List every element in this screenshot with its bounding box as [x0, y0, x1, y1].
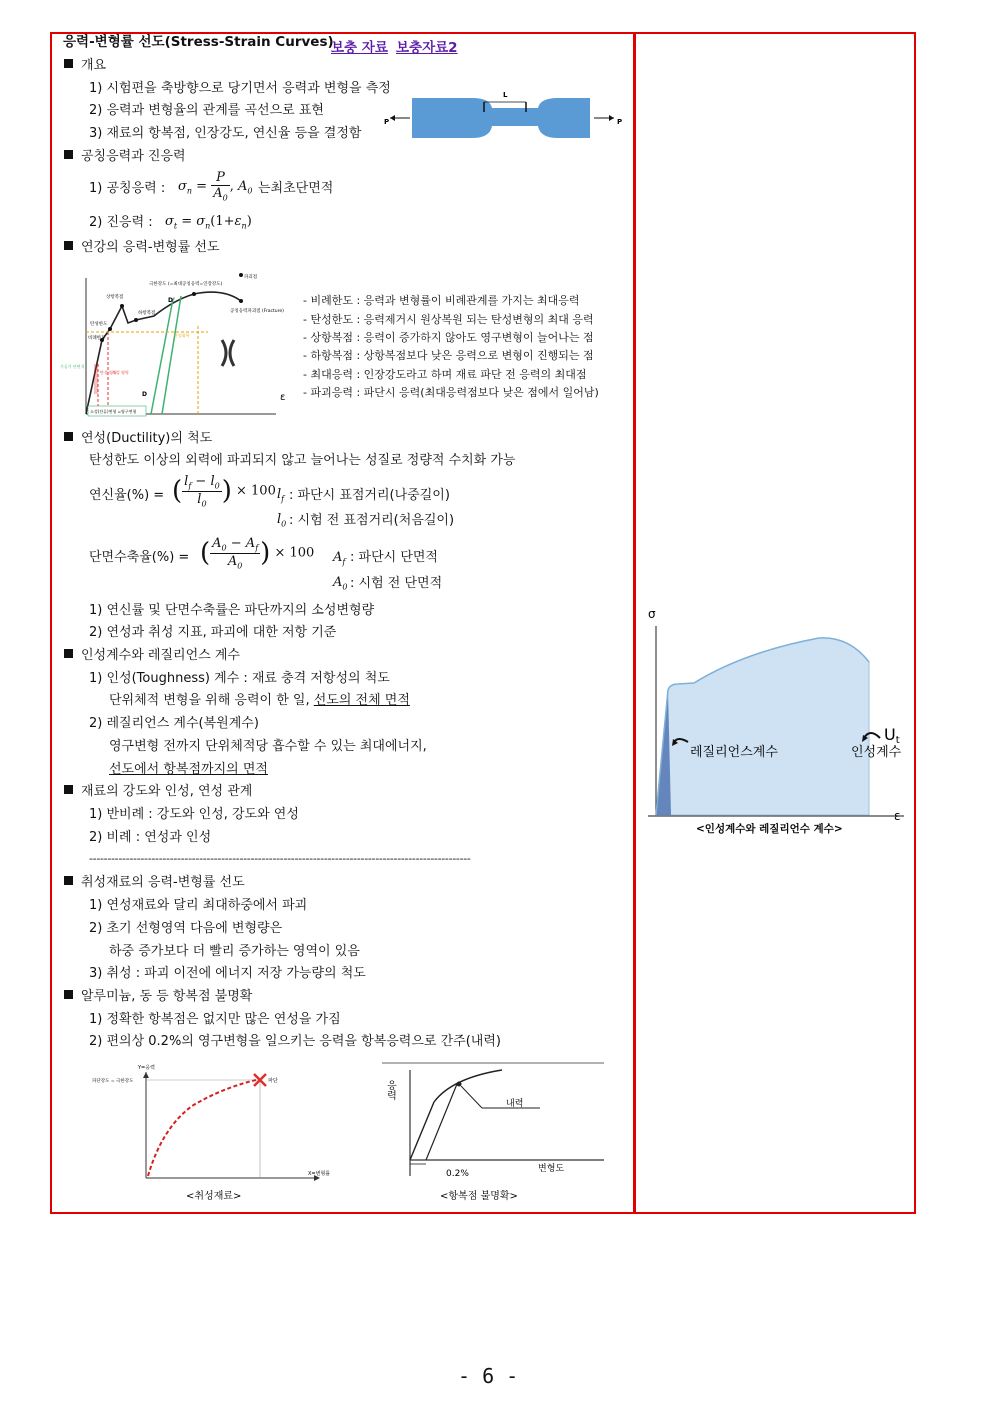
right-figure-caption: <인성계수와 레질리언수 계수>	[696, 823, 843, 835]
brittle-material-chart	[88, 1062, 338, 1202]
y-axis-label: Y=응력	[138, 1065, 155, 1071]
ut-symbol: Ut	[884, 725, 900, 746]
stress-axis-label: 응력	[384, 1080, 396, 1100]
ductility-item: 2) 연성과 취성 지표, 파괴에 대한 저항 기준	[89, 625, 337, 640]
toughness-area	[656, 638, 869, 815]
nominal-stress-label: 1) 공칭응력 :	[89, 181, 166, 196]
overview-item: 1) 시험편을 축방향으로 당기면서 응력과 변형을 측정	[89, 81, 391, 96]
strength-label: 파단강도 = 극한강도	[92, 1079, 134, 1084]
point-d-label: D	[142, 391, 147, 398]
fracture-point-label: 파괴점	[244, 275, 258, 280]
overview-item: 2) 응력과 변형율의 관계를 곡선으로 표현	[89, 103, 324, 118]
upper-yield-label: 상항복점	[106, 295, 124, 300]
permanent-deformation-label: 소성(잔류)변형 =영구변형	[90, 409, 137, 414]
sigma-axis-label: σ	[648, 607, 656, 621]
brittle-item: 2) 초기 선형영역 다음에 변형량은	[89, 921, 283, 936]
brittle-curve	[148, 1080, 256, 1176]
ductility-description: 탄성한도 이상의 외력에 파괴되지 않고 늘어나는 성질로 정량적 수치화 가능	[89, 453, 516, 468]
specimen-shape	[412, 98, 590, 138]
supplement-link-2[interactable]: 보충자료2	[396, 40, 458, 56]
brittle-caption: <취성재료>	[186, 1191, 242, 1202]
af-description: : 파단시 단면적	[350, 550, 438, 565]
resilience-item: 2) 레질리언스 계수(복원계수)	[89, 716, 259, 731]
break-label: 파단	[268, 1078, 278, 1084]
bullet-square-icon	[64, 876, 73, 885]
relation-item: 2) 비례 : 연성과 인성	[89, 830, 212, 845]
definition-item: - 상항복점 : 응력이 증가하지 않아도 영구변형이 늘어나는 점	[303, 331, 594, 344]
bullet-square-icon	[64, 649, 73, 658]
bullet-square-icon	[64, 990, 73, 999]
force-label-right: P	[617, 118, 623, 126]
offset-yield-chart	[372, 1060, 612, 1204]
aluminum-item: 2) 편의상 0.2%의 영구변형을 일으키는 응력을 항복응력으로 간주(내력)	[89, 1034, 501, 1049]
elongation-formula: ( $\frac{l_f - l_0}{l_0}$ ) × 100	[172, 474, 276, 509]
force-label-left: P	[384, 118, 390, 126]
bullet-square-icon	[64, 785, 73, 794]
relation-item: 1) 반비례 : 강도와 인성, 강도와 연성	[89, 807, 299, 822]
necked-specimen-icon	[222, 340, 234, 366]
unload-line	[162, 296, 181, 414]
aluminum-item: 1) 정확한 항복점은 없지만 많은 연성을 가짐	[89, 1012, 341, 1027]
page-title: 응력-변형률 선도(Stress-Strain Curves)	[63, 34, 334, 50]
section-brittle-heading: 취성재료의 응력-변형률 선도	[64, 876, 245, 889]
nominal-stress-formula: $\sigma_n$ = $\frac{P}{A_0}$ , $A_0$	[178, 170, 253, 203]
offset-label: 0.2%	[446, 1169, 469, 1179]
bullet-square-icon	[64, 150, 73, 159]
page-number: - 6 -	[458, 1364, 519, 1388]
epsilon-axis-label: ε	[894, 809, 901, 823]
lower-yield-label: 하항복점	[138, 311, 156, 316]
section-toughness-heading: 인성계수와 레질리언스 계수	[64, 649, 240, 662]
bullet-square-icon	[64, 432, 73, 441]
green-note-label: 가공기 단면적	[60, 364, 85, 369]
section-stress-heading: 공칭응력과 진응력	[64, 150, 186, 163]
length-label: L	[503, 91, 508, 99]
resilience-item-line2: 영구변형 전까지 단위체적당 흡수할 수 있는 최대에너지,	[109, 739, 427, 754]
nominal-stress-note: 는최초단면적	[258, 181, 334, 196]
proportional-limit-label: 비례한도	[88, 336, 106, 341]
section-overview-heading: 개요	[64, 59, 106, 72]
area-reduction-formula: ( $\frac{A_0 - A_f}{A_0}$ ) × 100	[200, 536, 315, 571]
offset-caption: <항복점 불명확>	[440, 1191, 518, 1202]
elastic-region-label: 탄성 영역	[100, 370, 117, 375]
definition-item: - 탄성한도 : 응력제거시 원상복원 되는 탄성변형의 최대 응력	[303, 313, 594, 326]
fracture-label: 공칭응력파괴점 (Fracture)	[230, 309, 284, 314]
definition-item: - 최대응력 : 인장강도라고 하며 재료 파단 전 응력의 최대점	[303, 368, 587, 381]
section-relation-heading: 재료의 강도와 인성, 연성 관계	[64, 785, 252, 798]
af-symbol: $A_f$	[333, 550, 346, 567]
section-aluminum-heading: 알루미늄, 동 등 항복점 불명확	[64, 990, 252, 1003]
a0-symbol: $A_0$	[333, 575, 348, 592]
l0-symbol: $l_0$	[277, 512, 287, 529]
true-stress-label: 2) 진응력 :	[89, 215, 153, 230]
elastic-recovery-label: 탄성회복	[174, 333, 190, 338]
tensile-specimen-figure	[380, 86, 630, 142]
a0-description: : 시험 전 단면적	[350, 576, 443, 591]
elongation-label: 연신율(%) =	[89, 488, 165, 503]
section-ductility-heading: 연성(Ductility)의 척도	[64, 432, 212, 445]
resilience-item-line3: 선도에서 항복점까지의 면적	[109, 762, 268, 777]
x-axis-label: X=변형률	[308, 1171, 331, 1177]
toughness-label: 인성계수	[851, 745, 902, 760]
brittle-item: 1) 연성재료와 달리 최대하중에서 파괴	[89, 898, 308, 913]
column-divider	[633, 32, 636, 1214]
lf-description: : 파단시 표점거리(나중길이)	[289, 488, 450, 503]
mild-steel-chart	[58, 268, 298, 420]
overview-item: 3) 재료의 항복점, 인장강도, 연신율 등을 결정함	[89, 126, 362, 141]
definition-item: - 파괴응력 : 파단시 응력(최대응력점보다 낮은 점에서 일어남)	[303, 386, 599, 399]
ductility-item: 1) 연신률 및 단면수축률은 파단까지의 소성변형량	[89, 603, 375, 618]
bullet-square-icon	[64, 59, 73, 68]
supplement-link-1[interactable]: 보충 자료	[331, 40, 388, 56]
bullet-square-icon	[64, 241, 73, 250]
definition-item: - 비례한도 : 응력과 변형률이 비례관계를 가지는 최대응력	[303, 294, 580, 307]
toughness-resilience-chart	[644, 600, 914, 840]
elastic-limit-label: 탄성한도	[90, 322, 108, 327]
brittle-item: 3) 취성 : 파괴 이전에 에너지 저장 가능량의 척도	[89, 966, 366, 981]
area-reduction-label: 단면수축율(%) =	[89, 550, 190, 565]
strain-axis-label: ε	[280, 392, 286, 403]
lf-symbol: $l_f$	[277, 487, 285, 504]
brittle-item: 하중 증가보다 더 빨리 증가하는 영역이 있음	[109, 944, 360, 959]
offset-line	[426, 1084, 457, 1160]
strain-axis-label: 변형도	[538, 1164, 565, 1174]
plastic-region-label: 소성 영역	[112, 370, 129, 375]
ultimate-strength-label: 극한강도 (=최대공칭응력=인장강도)	[149, 282, 223, 287]
toughness-item: 1) 인성(Toughness) 계수 : 재료 충격 저항성의 척도	[89, 671, 390, 686]
point-d-prime-label: D'	[168, 297, 175, 304]
stress-strain-curve	[410, 1070, 502, 1160]
true-stress-formula: $\sigma_t = \sigma_n(1+\varepsilon_n)$	[165, 214, 252, 231]
proof-stress-label: 내력	[506, 1099, 524, 1109]
toughness-item-line2: 단위체적 변형을 위해 응력이 한 일, 선도의 전체 면적	[109, 693, 410, 708]
resilience-label: 레질리언스계수	[690, 745, 778, 760]
separator-line: --------------------------------------------------------------------------------------------------------	[89, 852, 471, 865]
definition-item: - 하항복점 : 상항복점보다 낮은 응력으로 변형이 진행되는 점	[303, 349, 594, 362]
stress-strain-curve	[86, 292, 241, 414]
l0-description: : 시험 전 표점거리(처음길이)	[289, 513, 455, 528]
section-steel-heading: 연강의 응력-변형률 선도	[64, 241, 220, 254]
